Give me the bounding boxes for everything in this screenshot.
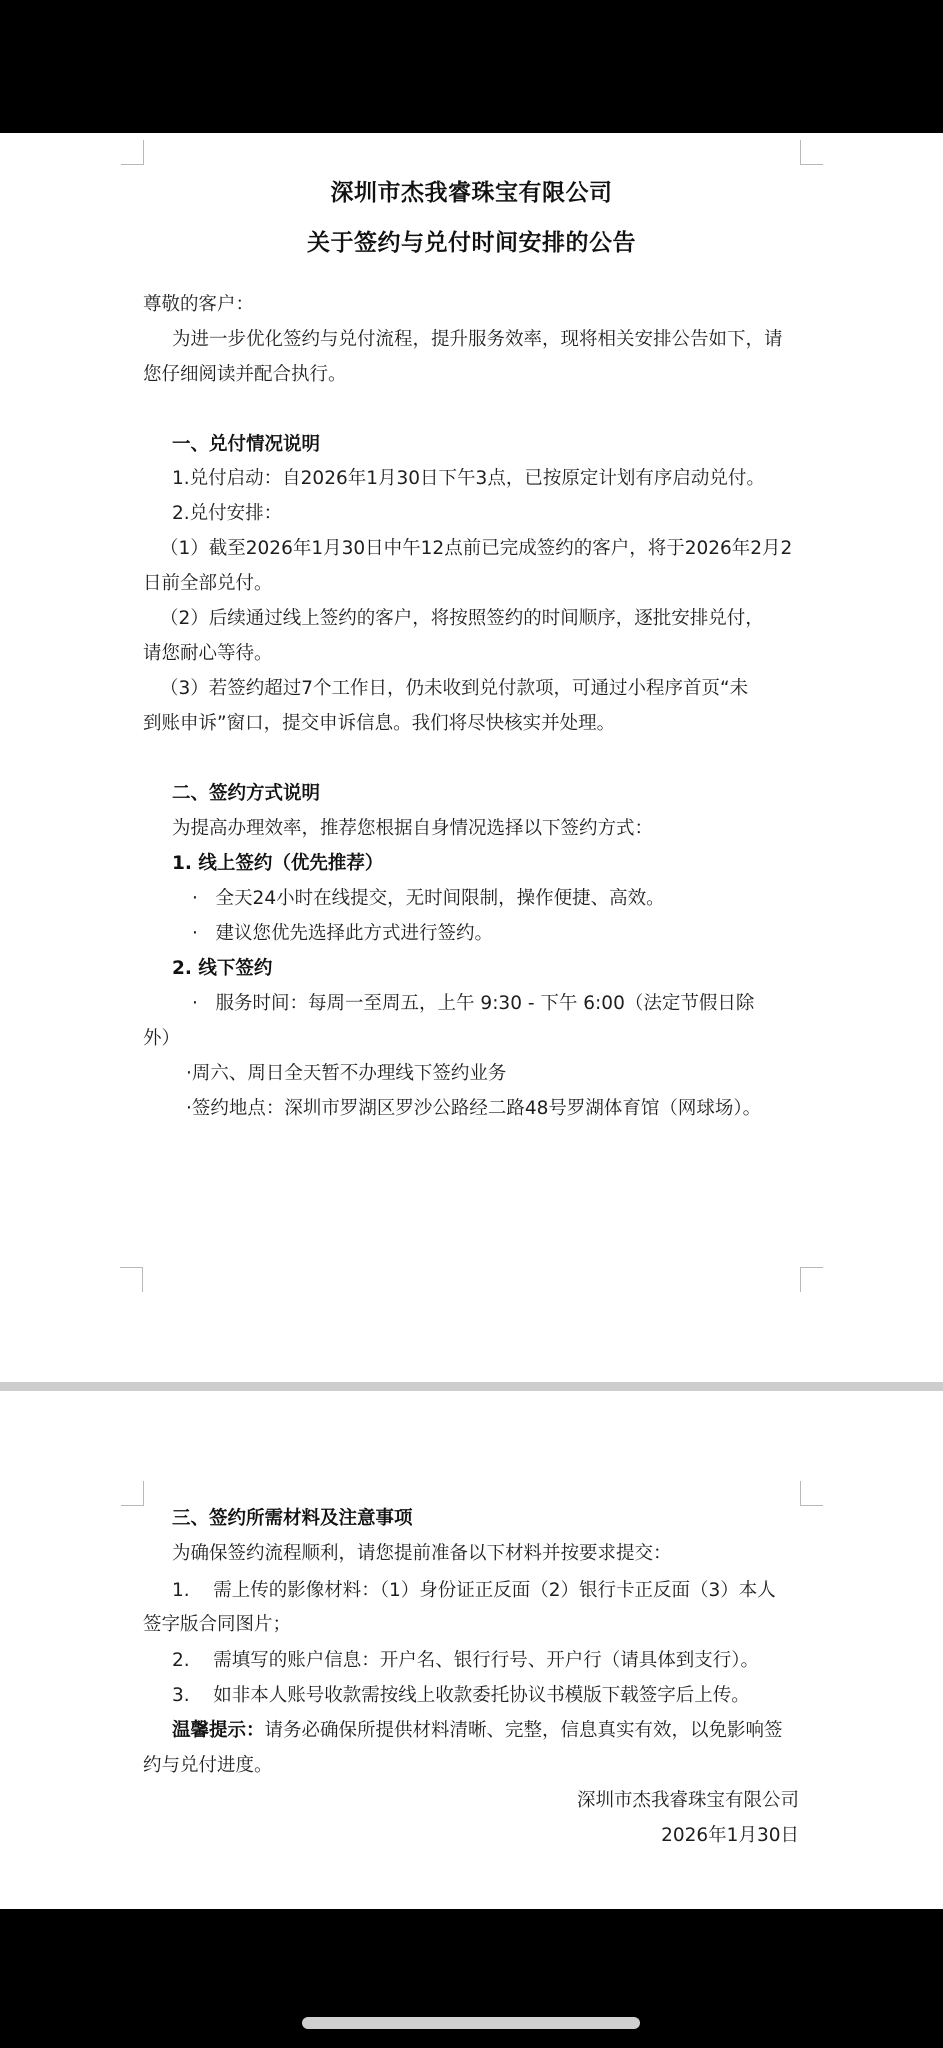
section3-item3: 3. 如非本人账号收款需按线上收款委托协议书模版下载签字后上传。 <box>172 1685 750 1706</box>
intro-line-1: 为进一步优化签约与兑付流程，提升服务效率，现将相关安排公告如下，请 <box>172 329 783 350</box>
warm-tip-line1: 温馨提示：请务必确保所提供材料清晰、完整，信息真实有效，以免影响签 <box>172 1720 783 1741</box>
bullet-icon: · <box>192 923 198 944</box>
section1-sub1-line2: 日前全部兑付。 <box>143 573 273 594</box>
warm-tip-label: 温馨提示： <box>172 1720 265 1741</box>
section3-item1-line1: 1. 需上传的影像材料：（1）身份证正反面（2）银行卡正反面（3）本人 <box>172 1580 776 1601</box>
announcement-title: 关于签约与兑付时间安排的公告 <box>307 230 636 256</box>
bullet-icon: · <box>186 1098 192 1119</box>
online-bullet-2: · 建议您优先选择此方式进行签约。 <box>192 923 494 944</box>
offline-bullet-3: ·签约地点：深圳市罗湖区罗沙公路经二路48号罗湖体育馆（网球场）。 <box>186 1098 762 1119</box>
offline-bullet-2: ·周六、周日全天暂不办理线下签约业务 <box>186 1063 507 1084</box>
section1-sub1-line1: （1）截至2026年1月30日中午12点前已完成签约的客户，将于2026年2月2 <box>160 538 793 559</box>
section1-item1: 1.兑付启动：自2026年1月30日下午3点，已按原定计划有序启动兑付。 <box>172 468 765 489</box>
bullet-icon: · <box>192 888 198 909</box>
page-corner-mark <box>121 1481 144 1506</box>
top-black-bar <box>0 0 943 133</box>
section1-sub3-line1: （3）若签约超过7个工作日，仍未收到兑付款项，可通过小程序首页“未 <box>160 678 749 699</box>
intro-line-2: 您仔细阅读并配合执行。 <box>143 364 347 385</box>
offline-bullet-1-line1: · 服务时间：每周一至周五，上午 9:30 - 下午 6:00（法定节假日除 <box>192 993 755 1014</box>
online-signing-heading: 1. 线上签约（优先推荐） <box>172 853 384 874</box>
page-separator <box>0 1382 943 1391</box>
section3-intro: 为确保签约流程顺利，请您提前准备以下材料并按要求提交： <box>172 1543 672 1564</box>
salutation: 尊敬的客户： <box>143 294 255 315</box>
signature-company: 深圳市杰我睿珠宝有限公司 <box>576 1790 799 1811</box>
section1-heading: 一、兑付情况说明 <box>172 434 321 455</box>
offline-signing-heading: 2. 线下签约 <box>172 958 273 979</box>
page-corner-mark <box>800 1481 823 1506</box>
signature-date: 2026年1月30日 <box>661 1825 799 1846</box>
section2-intro: 为提高办理效率，推荐您根据自身情况选择以下签约方式： <box>172 818 654 839</box>
page-corner-mark <box>120 1267 143 1292</box>
home-indicator[interactable] <box>302 2017 640 2029</box>
section1-sub2-line1: （2）后续通过线上签约的客户，将按照签约的时间顺序，逐批安排兑付， <box>160 608 764 629</box>
section3-item2: 2. 需填写的账户信息：开户名、银行行号、开户行（请具体到支行）。 <box>172 1650 759 1671</box>
company-title: 深圳市杰我睿珠宝有限公司 <box>330 180 613 206</box>
page-corner-mark <box>121 140 144 165</box>
section1-item2: 2.兑付安排： <box>172 503 283 524</box>
offline-bullet-1-line2: 外） <box>143 1028 181 1049</box>
section3-heading: 三、签约所需材料及注意事项 <box>172 1508 413 1529</box>
online-bullet-1: · 全天24小时在线提交，无时间限制，操作便捷、高效。 <box>192 888 665 909</box>
section1-sub2-line2: 请您耐心等待。 <box>143 643 273 664</box>
bullet-icon: · <box>192 993 198 1014</box>
document-viewer[interactable] <box>0 133 943 1909</box>
warm-tip-line2: 约与兑付进度。 <box>143 1755 273 1776</box>
section2-heading: 二、签约方式说明 <box>172 783 321 804</box>
page-corner-mark <box>800 140 823 165</box>
bullet-icon: · <box>186 1063 192 1084</box>
section1-sub3-line2: 到账申诉”窗口，提交申诉信息。我们将尽快核实并处理。 <box>143 713 616 734</box>
page-corner-mark <box>800 1267 823 1292</box>
section3-item1-line2: 签字版合同图片； <box>143 1614 292 1635</box>
